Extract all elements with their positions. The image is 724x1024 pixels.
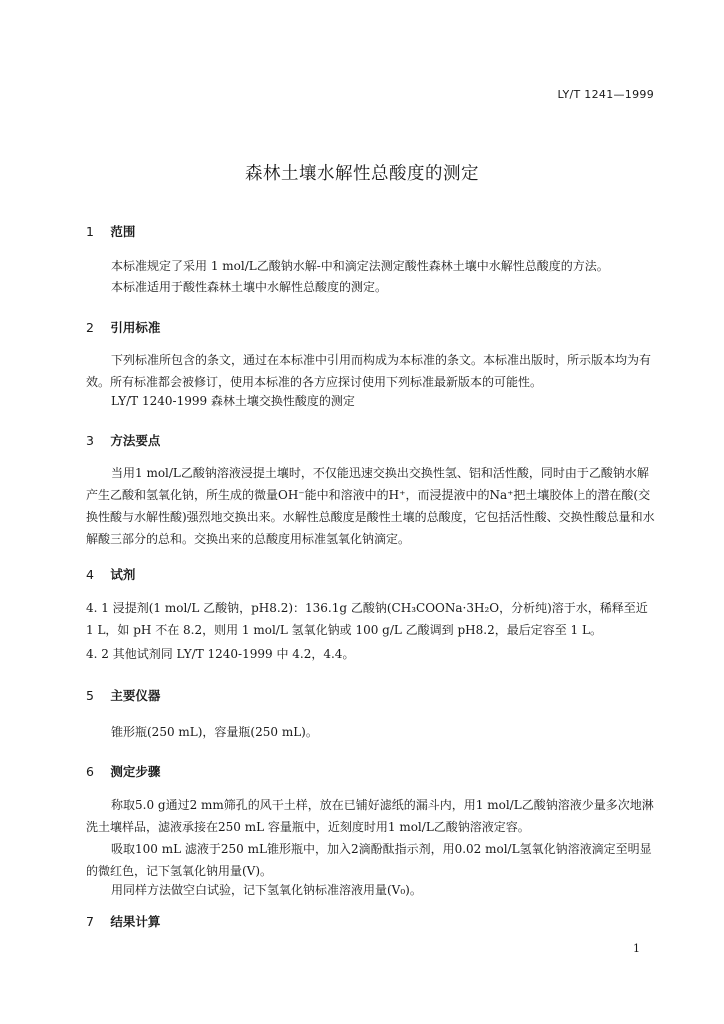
section-2-paragraph — [86, 349, 656, 393]
section-1-line-2: 本标准适用于酸性森林土壤中水解性总酸度的测定。 — [111, 280, 388, 294]
section-title: 结果计算 — [110, 914, 161, 929]
section-title: 引用标准 — [110, 320, 161, 335]
section-title: 主要仪器 — [110, 688, 161, 703]
section-1-line-1: 本标准规定了采用 1 mol/L乙酸钠水解-中和滴定法测定酸性森林土壤中水解性总酸度的方法。 — [111, 259, 609, 273]
section-2-reference: LY/T 1240-1999 森林土壤交换性酸度的测定 — [111, 394, 355, 408]
standard-code: LY/T 1241—1999 — [557, 88, 654, 101]
section-number: 2 — [86, 320, 94, 335]
section-2-heading — [86, 318, 160, 336]
paragraph-text: 下列标准所包含的条文，通过在本标准中引用而构成为本标准的条文。本标准出版时，所示版本均为有效。所有标准都会被修订，使用本标准的各方应探讨使用下列标准最新版本的可能性。 — [86, 353, 652, 389]
section-number: 4 — [86, 567, 94, 582]
section-number: 3 — [86, 433, 94, 448]
section-title: 方法要点 — [110, 433, 161, 448]
section-number: 1 — [86, 224, 94, 239]
section-1-heading — [86, 222, 135, 240]
section-number: 5 — [86, 688, 94, 703]
section-6-paragraph-2 — [86, 838, 656, 882]
section-6-heading — [86, 762, 160, 780]
page-number: 1 — [633, 942, 640, 955]
section-7-heading — [86, 912, 160, 930]
section-title: 范围 — [110, 224, 136, 239]
section-5-line: 锥形瓶(250 mL)，容量瓶(250 mL)。 — [111, 725, 318, 739]
section-4-1-paragraph: 4. 1 浸提剂(1 mol/L 乙酸钠，pH8.2)：136.1g 乙酸钠(CH₃COONa·3H₂O，分析纯)溶于水，稀释至近 1 L，如 pH 不在 8.2，则用 1 mol/L 氢氧化钠或 100 g/L 乙酸调到 pH8.2，最后定容至 1 L。 — [86, 601, 648, 637]
section-4-heading — [86, 565, 135, 583]
section-5-heading — [86, 686, 160, 704]
section-3-paragraph — [86, 462, 656, 550]
section-number: 7 — [86, 914, 94, 929]
section-number: 6 — [86, 764, 94, 779]
section-6-line-3: 用同样方法做空白试验，记下氢氧化钠标准溶液用量(V₀)。 — [111, 883, 422, 897]
paragraph-text: 吸取100 mL 滤液于250 mL锥形瓶中，加入2滴酚酞指示剂，用0.02 mol/L氢氧化钠溶液滴定至明显的微红色，记下氢氧化钠用量(V)。 — [86, 842, 652, 878]
section-4-2-line: 4. 2 其他试剂同 LY/T 1240-1999 中 4.2，4.4。 — [86, 647, 355, 661]
document-title: 森林土壤水解性总酸度的测定 — [245, 164, 479, 184]
section-title: 测定步骤 — [110, 764, 161, 779]
section-title: 试剂 — [110, 567, 136, 582]
paragraph-text: 当用1 mol/L乙酸钠溶液浸提土壤时，不仅能迅速交换出交换性氢、铝和活性酸，同时由于乙酸钠水解产生乙酸和氢氧化钠，所生成的微量OH⁻能中和溶液中的H⁺，而浸提液中的Na⁺把土壤胶体上的潜在酸(交换性酸与水解性酸)强烈地交换出来。水解性总酸度是酸性土壤的总酸度，它包括活性酸、交换性酸总量和水解酸三部分的总和。交换出来的总酸度用标准氢氧化钠滴定。 — [86, 466, 655, 546]
section-3-heading — [86, 431, 160, 449]
section-6-paragraph-1 — [86, 794, 656, 838]
paragraph-text: 称取5.0 g通过2 mm筛孔的风干土样，放在已铺好滤纸的漏斗内，用1 mol/L乙酸钠溶液少量多次地淋洗土壤样品，滤液承接在250 mL 容量瓶中，近刻度时用1 mol/L乙酸钠溶液定容。 — [86, 798, 654, 834]
